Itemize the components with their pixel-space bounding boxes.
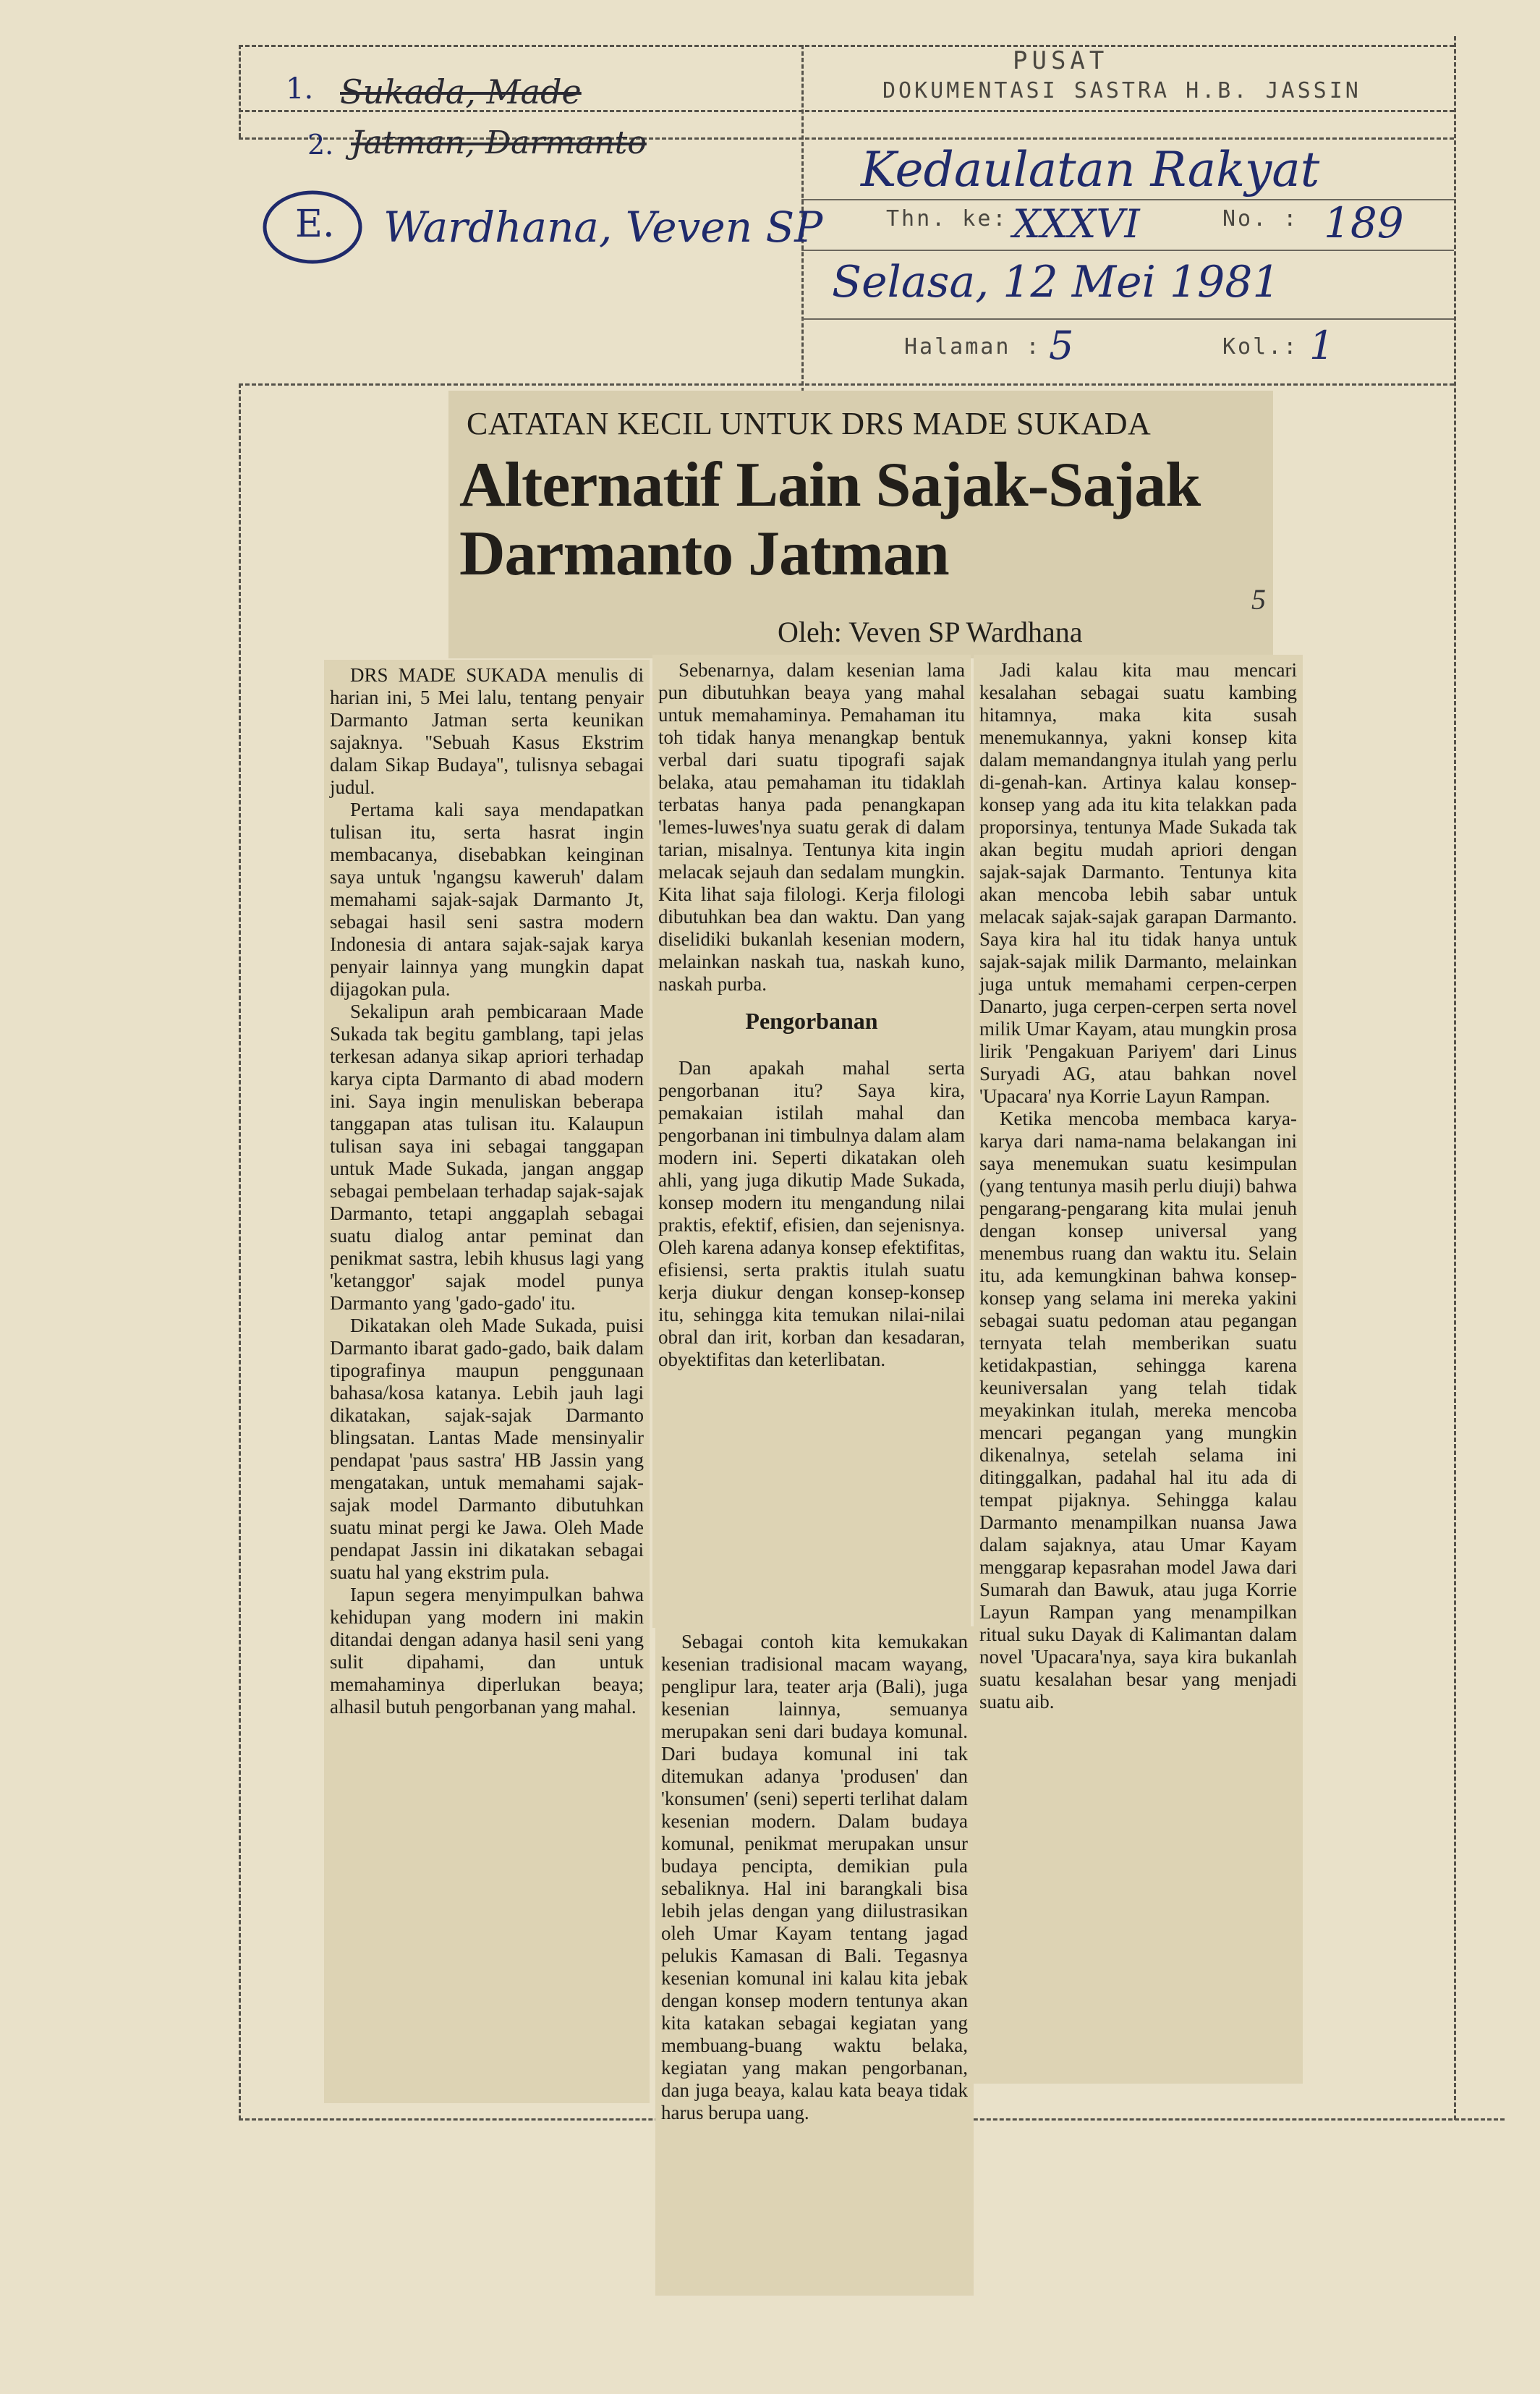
clip-mark: 5 [1251, 583, 1266, 616]
form-right-border [1454, 36, 1456, 2120]
col2-para-1: Sebenarnya, dalam kesenian lama pun dibutuhkan beaya yang mahal untuk memahaminya. Pemahaman itu toh tidak hanya menangkap bentuk verbal dari suatu tipografi sajak belaka, atau pemahaman itu tidaklah terbatas hanya pada penangkapan 'lemes-luwes'nya suatu gerak di dalam tarian, misalnya. Tentunya kita ingin melacak sejauh dan sedalam mungkin. Kita lihat saja filologi. Kerja filologi dibutuhkan bea dan waktu. Dan yang diselidiki bukanlah kesenian modern, melainkan naskah tua, naskah kuno, naskah purba. [658, 659, 965, 995]
note-2-number: 2. [307, 129, 334, 161]
no-label: No. : [1222, 206, 1299, 232]
note-1-struck: Sukada, Made [340, 72, 582, 111]
col2-para-3: Sebagai contoh kita kemukakan kesenian tradisional macam wayang, penglipur lara, teater arja (Bali), juga kesenian lainnya, semuanya merupakan seni dari budaya komunal. Dari budaya komunal ini tak ditemukan adanya 'produsen' dan 'konsumen' (seni) seperti terlihat dalam kesenian modern. Dalam budaya komunal, penikmat merupakan unsur budaya pencipta, demikian pula sebaliknya. Hal ini barangkali bisa lebih jelas dengan yang diilustrasikan oleh Umar Kayam tentang jagad pelukis Kamasan di Bali. Tegasnya kesenian komunal ini kalau kita jebak dengan konsep modern tentunya akan kita katakan sebagai kegiatan yang membuang-buang waktu belaka, kegiatan yang makan pengorbanan, dan juga beaya, kalau kata beaya tidak harus berupa uang. [661, 1631, 968, 2123]
column-2-top-text [658, 659, 965, 1371]
article-title-line2: Darmanto Jatman [459, 519, 949, 589]
col2-para-2: Dan apakah mahal serta pengorbanan itu? Saya kira, pemakaian istilah mahal dan pengorbanan ini timbulnya dalam alam modern ini. Seperti dikatakan oleh ahli, yang juga dikutip Made Sukada, konsep modern itu mengandung nilai praktis, efektif, efisien, dan sejenisnya. Oleh karena adanya konsep efektifitas, efisiensi, serta praktis itulah suatu kerja diukur dengan konsep-konsep itu, sehingga kita temukan nilai-nilai obral dan irit, korban dan kesadaran, obyektifitas dan keterlibatan. [658, 1057, 965, 1370]
kol-value: 1 [1309, 323, 1335, 368]
col3-para-2: Ketika mencoba membaca karya-karya dari nama-nama belakangan ini saya menemukan suatu kesimpulan (yang tentunya masih perlu diuji) bahwa pengarang-pengarang kita mulai jenuh dengan konsep universal yang menembus ruang dan waktu itu. Selain itu, ada kemungkinan bahwa konsep-konsep yang selama ini mereka yakini sebagai suatu pedoman atau pegangan ternyata telah memberikan suatu ketidakpastian, sehingga karena keuniversalan yang telah tidak meyakinkan itulah, mereka mencoba mencari pegangan yang mungkin dikenalnya, setelah selama ini ditinggalkan, padahal hal itu ada di tempat pijaknya. Sehingga kalau Darmanto menampilkan nuansa Jawa dalam sajaknya, atau Umar Kayam menggarap kepasrahan model Jawa dari Sumarah dan Bawuk, atau juga Korrie Layun Rampan yang menampilkan ritual suku Dayak di Kalimantan dalam novel 'Upacara'nya, saya kira bukanlah suatu kesalahan besar yang menjadi suatu aib. [979, 1108, 1297, 1712]
article-kicker: CATATAN KECIL UNTUK DRS MADE SUKADA [467, 406, 1152, 441]
col1-para-1: DRS MADE SUKADA menulis di harian ini, 5 Mei lalu, tentang penyair Darmanto Jatman serta keunikan sajaknya. ''Sebuah Kasus Ekstrim dalam Sikap Budaya'', tulisnya sebagai judul. [330, 664, 644, 798]
note-2-struck: Jatman, Darmanto [351, 124, 647, 161]
page-left-border [239, 383, 241, 2120]
article-byline: Oleh: Veven SP Wardhana [778, 616, 1083, 648]
issue-date: Selasa, 12 Mei 1981 [832, 257, 1280, 307]
col1-para-3: Sekalipun arah pembicaraan Made Sukada tak begitu gamblang, tapi jelas terkesan adanya sikap apriori terhadap karya cipta Darmanto di abad modern ini. Saya ingin menuliskan beberapa tanggapan atas tulisan itu. Kalaupun tulisan saya ini sebagai tanggapan untuk Made Sukada, jangan anggap sebagai pembelaan terhadap sajak-sajak Darmanto, tetapi anggaplah sebagai suatu dialog antar peminat dan penikmat sastra, lebih khusus lagi yang 'ketanggor' sajak model punya Darmanto yang 'gado-gado' itu. [330, 1001, 644, 1314]
col1-para-2: Pertama kali saya mendapatkan tulisan itu, serta hasrat ingin membacanya, disebabkan keinginan saya untuk 'ngangsu kaweruh' dalam memahami sajak-sajak Darmanto Jt, sebagai hasil seni sastra modern Indonesia di antara sajak-sajak karya penyair lainnya yang mungkin dapat dijagokan pula. [330, 799, 644, 1000]
thn-label: Thn. ke: [886, 206, 1008, 232]
form-top-rule [239, 45, 1454, 47]
halaman-value: 5 [1049, 323, 1074, 368]
archive-header-line1: PUSAT [1013, 46, 1109, 75]
col3-para-1: Jadi kalau kita mau mencari kesalahan sebagai suatu kambing hitamnya, maka kita susah menemukannya, yakni konsep kita dalam memandangnya itulah yang perlu di-genah-kan. Artinya kalau konsep-konsep yang ada itu kita telakkan pada proporsinya, tentunya Made Sukada tak akan begitu mudah apriori dengan sajak-sajak Darmanto. Tentunya kita akan mencoba lebih sabar untuk melacak sajak-sajak garapan Darmanto. Saya kira hal itu tidak hanya untuk sajak-sajak milik Darmanto, melainkan juga untuk memahami cerpen-cerpen Danarto, juga cerpen-cerpen serta novel milik Umar Kayam, atau mungkin prosa lirik 'Pengakuan Pariyem' dari Linus Suryadi AG, atau bahkan novel 'Upacara' nya Korrie Layun Rampan. [979, 659, 1297, 1107]
form-rule-5 [801, 250, 1454, 251]
form-left-border [239, 45, 241, 137]
col1-para-4: Dikatakan oleh Made Sukada, puisi Darmanto ibarat gado-gado, baik dalam tipografinya maupun penggunaan bahasa/kosa katanya. Lebih jauh lagi dikatakan, sajak-sajak Darmanto blingsatan. Lantas Made mensinyalir pendapat 'paus sastra' HB Jassin yang mengatakan, untuk memahami sajak-sajak model Darmanto dibutuhkan suatu minat pergi ke Jawa. Oleh Made pendapat Jassin ini dikatakan sebagai suatu hal yang ekstrim pula. [330, 1315, 644, 1583]
article-title-line1: Alternatif Lain Sajak-Sajak [459, 450, 1201, 520]
column-2-bottom-text [661, 1631, 968, 2124]
column-3-clip [974, 655, 1303, 2084]
circled-letter: E. [295, 203, 335, 246]
newspaper-name: Kedaulatan Rakyat [861, 142, 1320, 198]
col2-subhead: Pengorbanan [745, 1008, 878, 1034]
author-index: Wardhana, Veven SP [383, 203, 823, 252]
halaman-label: Halaman : [904, 334, 1042, 360]
column-2-top-clip [652, 655, 971, 1628]
column-1-clip [324, 660, 650, 2103]
thn-value: XXXVI [1013, 201, 1140, 247]
col1-para-5: Iapun segera menyimpulkan bahwa kehidupan yang modern ini makin ditandai dengan adanya hasil seni yang sulit dipahami, dan untuk memahaminya diperlukan beaya; alhasil butuh pengorbanan yang mahal. [330, 1584, 644, 1718]
form-rule-6 [801, 318, 1454, 320]
form-rule-7 [239, 383, 1454, 386]
kol-label: Kol.: [1222, 334, 1299, 360]
note-1-number: 1. [286, 72, 314, 106]
no-value: 189 [1324, 198, 1404, 247]
article-heading-clip [448, 391, 1273, 658]
column-3-text [979, 659, 1297, 1713]
column-2-bottom-clip [655, 1626, 974, 2296]
archive-header-line2: DOKUMENTASI SASTRA H.B. JASSIN [882, 78, 1361, 103]
column-1-text [330, 664, 644, 1718]
